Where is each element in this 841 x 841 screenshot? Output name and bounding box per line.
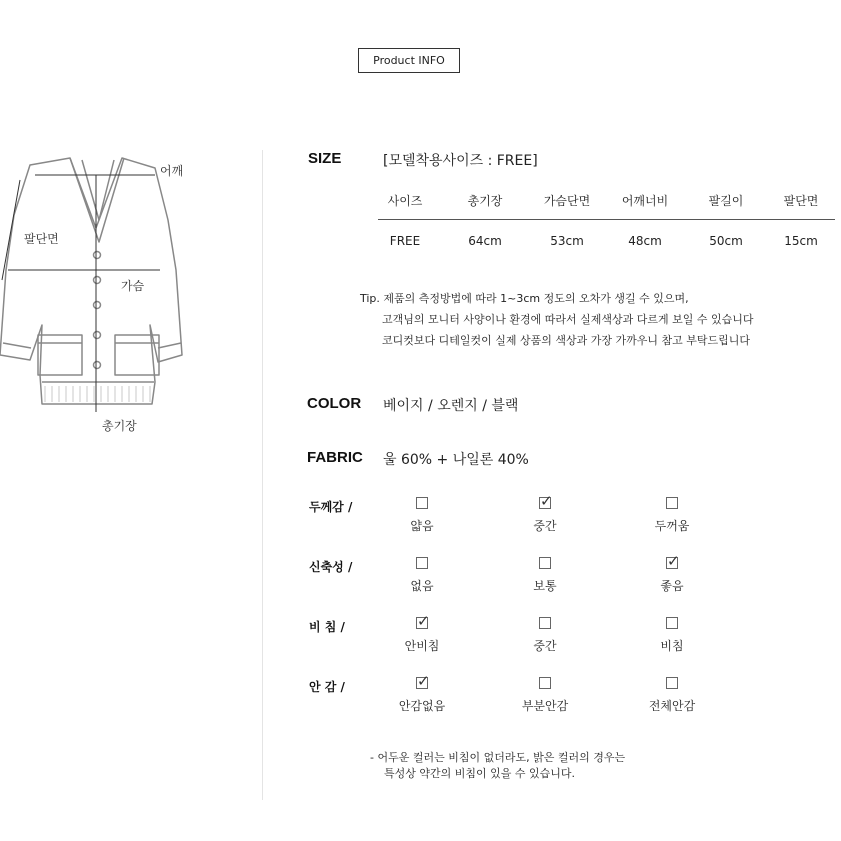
checkbox [416,497,428,509]
attribute-option: 비침 [660,639,684,653]
attribute-label: 신축성 / [309,560,353,574]
size-header: 가슴단면 [543,194,591,208]
size-header: 팔단면 [783,194,819,208]
sleeve-width-label: 팔단면 [24,232,59,246]
attribute-label: 두께감 / [309,500,353,514]
attribute-option: 부분안감 [521,699,569,713]
checkbox [666,497,678,509]
shoulder-label: 어깨 [160,164,184,178]
checked-checkbox [416,612,430,630]
checked-checkbox [666,552,680,570]
tip-line: 고객님의 모니터 사양이나 환경에 따라서 실제색상과 다르게 보일 수 있습니다 [382,313,754,326]
attribute-option: 중간 [533,639,557,653]
divider [262,150,263,800]
tip-line: Tip. 제품의 측정방법에 따라 1~3cm 정도의 오차가 생길 수 있으며, [360,292,689,305]
attribute-option: 안비침 [404,639,440,653]
checkbox [539,557,551,569]
size-header: 어깨너비 [621,194,669,208]
attribute-option: 안감없음 [398,699,446,713]
size-cell: 50cm [709,234,743,248]
checkbox [416,557,428,569]
note-line: 특성상 약간의 비침이 있을 수 있습니다. [384,767,575,780]
checkbox [666,677,678,689]
size-cell: 15cm [784,234,818,248]
size-cell: 48cm [628,234,662,248]
cardigan-diagram [0,150,200,440]
size-label: SIZE [308,150,342,167]
attribute-option: 보통 [533,579,557,593]
attribute-label: 안 감 / [309,680,345,694]
size-cell: 53cm [550,234,584,248]
size-cell: 64cm [468,234,502,248]
note-line: - 어두운 컬러는 비침이 없더라도, 밝은 컬러의 경우는 [370,751,626,764]
attribute-option: 전체안감 [648,699,696,713]
color-label: COLOR [307,395,362,412]
attribute-option: 중간 [533,519,557,533]
size-header: 팔길이 [708,194,744,208]
tip-line: 코디컷보다 디테일컷이 실제 상품의 색상과 가장 가까우니 참고 부탁드립니다 [382,334,751,347]
product-info-button: Product INFO [358,48,460,73]
checkbox [539,617,551,629]
size-header: 사이즈 [387,194,423,208]
size-header: 총기장 [467,194,503,208]
attribute-option: 두꺼움 [654,519,690,533]
checkbox [666,617,678,629]
checked-checkbox [539,492,553,510]
fabric-value: 울 60% + 나일론 40% [383,452,529,468]
check-icon: ✓ [417,612,430,630]
color-value: 베이지 / 오렌지 / 블랙 [383,398,519,414]
check-icon: ✓ [417,672,430,690]
attribute-option: 없음 [410,579,434,593]
attribute-label: 비 침 / [309,620,345,634]
check-icon: ✓ [540,492,553,510]
check-icon: ✓ [667,552,680,570]
attribute-option: 얇음 [410,519,434,533]
length-label: 총기장 [102,419,137,433]
checked-checkbox [416,672,430,690]
attribute-option: 좋음 [660,579,684,593]
size-cell: FREE [389,234,421,248]
table-rule [378,219,835,220]
model-size: [모델착용사이즈 : FREE] [383,153,538,169]
fabric-label: FABRIC [307,449,363,466]
chest-label: 가슴 [121,279,145,293]
checkbox [539,677,551,689]
